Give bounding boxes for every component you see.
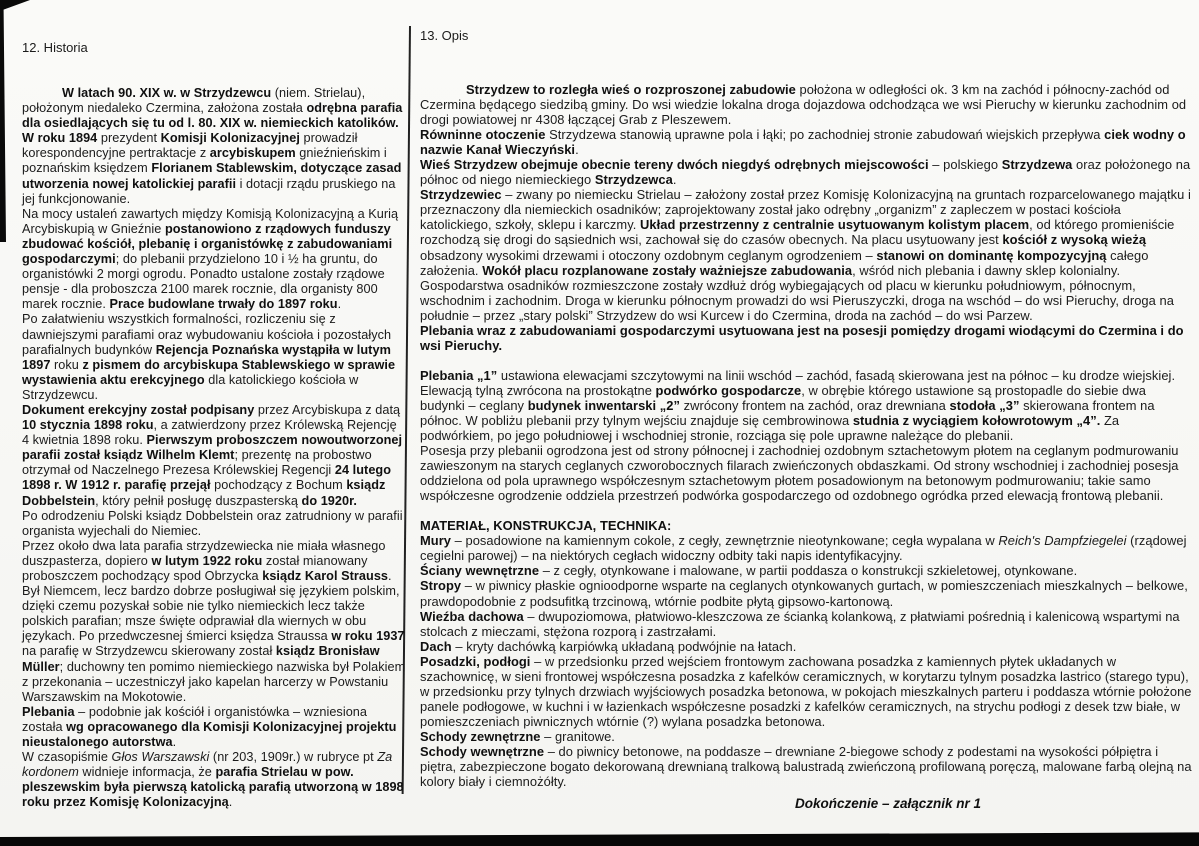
text-run: ksiądz Karol Strauss — [262, 569, 389, 583]
text-run: pochodzący z Bochum — [210, 478, 347, 493]
text-run: W czasopiśmie — [22, 750, 112, 765]
text-run: ciek wodny o nazwie Kanał Wieczyński — [420, 127, 1186, 158]
text-run: – w przedsionku przed wejściem frontowym zachowana posadzka z kamiennych płytek układanych w szachownicę, w sieni frontowej współczesna posadzka z kafelków ceramicznych, w korytarzu tylnym posadzka lastrico (starego typu), w przedsionku przy tylnych drzwiach wyjściowych posadzka betonowa, w pokojach mieszkalnych parteru i poddasza wtórnie położone panele podłogowe, w kuchni i w łazienkach współczesne posadzki z kafelków ceramicznych, na strychu podłogi z desek tzw białe, w pomieszczeniach piwnicznych wtórnie (?) wylana posadzka betonowa. — [420, 653, 1192, 729]
text-run: Za kordonem — [22, 750, 393, 780]
text-run: Dokument erekcyjny został podpisany — [22, 402, 255, 417]
text-run: w roku 1937 — [331, 629, 405, 644]
text-run: Układ przestrzenny z centralnie usytuowanym kolistym placem — [640, 217, 1030, 233]
text-run: Plebania wraz z zabudowaniami gospodarczymi usytuowana jest na posesji pomiędzy drogami wiodącymi do Czermina i do wsi Pieruchy. — [420, 322, 1184, 353]
text-run: . Był Niemcem, lecz bardzo dobrze posługiwał się językiem polskim, dzięki czemu pozyskał sobie nie tylko niemieckich lecz także polskich parafian; msze święte odprawiał dla wiernych w obu językach. Po przedwczesnej śmierci księdza Straussa — [22, 569, 400, 644]
text-run: Reich's Dampfziegelei — [998, 533, 1127, 549]
text-run: ustawiona elewacjami szczytowymi na linii wschód – zachód, fasadą skierowana jest na północ – ku drodze wiejskiej. Elewacją tylną zwrócona na prostokątne — [420, 367, 1176, 398]
text-run: całego założenia. — [420, 247, 1149, 278]
text-run: obsadzony wysokimi drzewami i otoczony ozdobnym ceglanym ogrodzeniem – — [420, 247, 877, 263]
text-run: Przez około dwa lata parafia strzydzewiecka nie miała własnego duszpasterza, dopiero — [22, 538, 386, 568]
opis-text — [420, 82, 1192, 789]
paragraph — [22, 539, 406, 705]
text-run: dla katolickiego kościoła w Strzydzewcu. — [22, 372, 359, 402]
text-run: , od którego promieniście rozchodzą się drogi do sąsiednich wsi, zachował się do czasów obecnych. Na placu usytuowany jest — [420, 217, 1175, 248]
text-run: Ściany wewnętrzne — [420, 563, 540, 579]
text-run: ksiądz Bronisław Müller — [22, 644, 380, 674]
paragraph — [420, 744, 1192, 789]
text-run: do 1920r. — [301, 493, 357, 508]
text-run: . — [672, 172, 677, 188]
text-run: – granitowe. — [540, 728, 615, 744]
text-run: . — [228, 795, 233, 810]
paragraph — [420, 368, 1192, 443]
text-run: na parafię w Strzydzewcu skierowany został — [22, 644, 276, 659]
text-run: został mianowany proboszczem pochodzący spod Obrzycka — [22, 553, 368, 583]
paragraph — [22, 509, 406, 539]
text-run: – do piwnicy betonowe, na poddasze – drewniane 2-biegowe schody z podestami na wysokości półpiętra i piętra, zabezpieczone bogato dekorowaną drewnianą tralkową balustradą zwieńczoną profilowaną poręczą, malowane farbą olejną na kolory biały i ciemnożółty. — [420, 743, 1192, 790]
text-run: parafia Strielau w pow. pleszewskim była pierwszą katolicką parafią utworzoną w 1898 roku przez Komisję Kolonizacyjną — [22, 765, 404, 810]
text-run: Posadzki, podłogi — [420, 653, 531, 669]
paragraph — [420, 518, 1192, 533]
closing-note: Dokończenie – załącznik nr 1 — [795, 796, 982, 812]
text-run: – kryty dachówką karpiówką układaną podwójnie na łatach. — [451, 638, 797, 654]
paragraph — [420, 187, 1192, 322]
text-run: – podobnie jak kościół i organistówka – wzniesiona została — [22, 704, 368, 734]
paragraph — [420, 609, 1192, 639]
text-run: i dotacji rządu pruskiego na jej funkcjonowanie. — [22, 176, 396, 206]
text-run: Na mocy ustaleń zawartych między Komisją Kolonizacyjną a Kurią Arcybiskupią w Gnieźnie — [22, 206, 399, 236]
text-run: widnieje informacja, że — [78, 765, 216, 780]
text-run: położona w odległości ok. 3 km na zachód i północny-zachód od Czermina będącego siedzibą gminy. Do wsi wiedzie lokalna droga dojazdowa odchodząca we wsi Pieruchy w kierunku zachodnim od drogi powiatowej nr 4308 łączącej Grab z Pleszewem. — [420, 82, 1187, 128]
text-run: – zwany po niemiecku Strielau – założony został przez Komisję Kolonizacyjną na gruntach rozparcelowanego majątku i przeznaczony dla niemieckich osadników; zaprojektowany został jako odrębny „organizm” z zapleczem w postaci kościoła katolickiego, szkoły, sklepu i karczmy. — [420, 187, 1191, 233]
text-run: Mury — [420, 533, 451, 549]
paragraph — [420, 82, 1192, 127]
text-run: Florianem Stablewskim, dotyczące zasad utworzenia nowej katolickiej parafii — [22, 161, 402, 191]
text-run: Strzydzewa stanowią uprawne pola i łąki; po zachodniej stronie zabudowań wiejskich przepływa — [545, 127, 1105, 143]
text-run: (rządowej cegielni parowej) – na niektórych cegłach widoczny odbity taki napis identyfikacyjny. — [420, 533, 1187, 564]
paragraph — [420, 323, 1192, 353]
text-run: roku — [50, 357, 83, 372]
text-run: Po załatwieniu wszystkich formalności, rozliczeniu się z dawniejszymi parafiami oraz wybudowaniu kościoła i pozostałych parafialnych budynków — [22, 312, 392, 357]
text-run: stodoła „3” — [949, 397, 1020, 413]
paragraph — [22, 86, 406, 207]
paragraph — [420, 654, 1192, 729]
text-run: odrębna parafia dla osiedlających się tu od l. 80. XIX w. niemieckich katolików. W roku 1894 — [22, 101, 403, 146]
text-run: ; do plebanii przydzielono 10 i ½ ha gruntu, do organistówki 2 morgi ogrodu. Ponadto ustalone zostały rządowe pensje - dla proboszcza 2100 marek rocznie, dla organisty 800 marek rocznie. — [22, 252, 385, 312]
text-run: Posesja przy plebanii ogrodzona jest od strony północnej i zachodniej ozdobnym sztachetowym płotem na ceglanym podmurowaniu zawieszonym na starych ceglanych czworobocznych filarach zwieńczonych obdaszkami. Od strony wschodniej i zachodniej posesja oddzielona od pola uprawnego współczesnym sztachetowym płotem posadowionym na betonowym podmurowaniu; takie samo współczesne ogrodzenie oddziela przestrzeń podwórka gospodarczego od ozdobnego ogródka przed elewacją frontową plebanii. — [420, 443, 1179, 504]
paragraph — [420, 563, 1192, 578]
text-run: MATERIAŁ, KONSTRUKCJA, TECHNIKA: — [420, 518, 672, 534]
text-run: Wieźba dachowa — [420, 608, 524, 624]
text-run: ; prezentę na probostwo otrzymał od Naczelnego Prezesa Królewskiej Regencji — [22, 448, 372, 478]
text-run: prowadził korespondencyjne pertraktacje z — [22, 131, 358, 161]
text-run: kościół z wysoką wieżą — [1002, 232, 1147, 248]
text-run: Schody wewnętrzne — [420, 743, 545, 759]
text-run: Plebania „1” — [420, 367, 498, 383]
text-run: Głos Warszawski — [111, 750, 210, 765]
text-run: Równinne otoczenie — [420, 127, 546, 143]
paragraph — [420, 533, 1192, 563]
paragraph — [420, 578, 1192, 608]
text-run: Stropy — [420, 578, 462, 594]
text-run: . — [172, 735, 177, 750]
paragraph — [22, 705, 406, 750]
text-run: , wśród nich plebania i dawny sklep kolonialny. Gospodarstwa osadników rozmieszczone zostały wzdłuż dróg wybiegających od placu w kierunku południowym, północnym, wschodnim i zachodnim. Droga w kierunku północnym prowadzi do wsi Pieruszyczki, droga na wschód – do wsi Pieruchy, droga na południe – przez „stary polski” Strzydzew do wsi Kurcew i do Czermina, droda na zachód – do wsi Parzew. — [420, 262, 1174, 323]
text-run: w lutym 1922 roku — [151, 553, 263, 568]
text-run: – dwupoziomowa, płatwiowo-kleszczowa ze ścianką kolankową, z płatwiami pośrednią i kalenicową wspartymi na stolcach z mieczami, stężona rozporą i zastrzałami. — [420, 608, 1180, 639]
text-run: wg opracowanego dla Komisji Kolonizacyjnej projektu nieustalonego autorstwa — [22, 719, 397, 750]
text-run: studnia z wyciągiem kołowrotowym „4”. — [852, 412, 1101, 428]
text-run: – z cegły, otynkowane i malowane, w partii poddasza o konstrukcji szkieletowej, otynkowane. — [539, 563, 1078, 579]
text-run: W latach 90. XIX w. w Strzydzewcu — [62, 86, 272, 100]
opis-column — [420, 28, 1192, 811]
text-run: 10 stycznia 1898 roku — [22, 418, 154, 433]
text-run: (nr 203, 1909r.) w rubryce pt — [209, 750, 378, 765]
text-run: Prace budowlane trwały do 1897 roku — [109, 297, 338, 312]
text-run: Rejencja Poznańska wystąpiła w lutym 1897 — [22, 342, 391, 372]
text-run: Schody zewnętrzne — [420, 728, 541, 744]
paragraph — [420, 127, 1192, 157]
text-run: Za podwórkiem, po jego południowej i wschodniej stronie, rozciąga się pole uprawne należące do plebanii. — [420, 412, 1120, 444]
paragraph — [420, 157, 1192, 187]
text-run: . — [575, 142, 579, 158]
text-run: Strzydzewiec — [420, 187, 502, 203]
text-run: , który pełnił posługę duszpasterską — [95, 493, 302, 508]
section-label-opis: 13. Opis — [420, 28, 469, 43]
paragraph — [420, 729, 1192, 744]
text-run: gnieźnieńskim i poznańskim księdzem — [22, 146, 387, 176]
text-run: arcybiskupem — [209, 146, 296, 161]
text-run: Po odrodzeniu Polski ksiądz Dobbelstein oraz zatrudniony w parafii organista wyjechali do Niemiec. — [22, 508, 403, 538]
text-run: zwrócony frontem na zachód, oraz drewniana — [680, 397, 950, 413]
text-run: ; duchowny ten pomimo niemieckiego nazwiska był Polakiem z przekonania – uczestniczył jako kapelan harcerzy w Powstaniu Warszawskim na Mokotowie. — [22, 659, 406, 704]
paragraph — [22, 207, 406, 313]
text-run: budynek inwentarski „2” — [527, 397, 680, 413]
text-run: Strzydzewca — [594, 172, 673, 188]
text-run: – posadowione na kamiennym cokole, z cegły, zewnętrznie nieotynkowane; cegła wypalana w — [451, 533, 999, 549]
text-run: oraz położonego na północ od niego niemieckiego — [420, 157, 1191, 188]
paragraph — [420, 639, 1192, 654]
text-run: Wokół placu rozplanowane zostały ważniejsze zabudowania — [482, 262, 853, 278]
text-run: Pierwszym proboszczem nowoutworzonej parafii został ksiądz Wilhelm Klemt — [22, 433, 403, 463]
paragraph — [22, 750, 406, 810]
text-run: postanowiono z rządowych funduszy zbudować kościół, plebanię i organistówkę z zabudowaniami gospodarczymi — [22, 221, 393, 267]
text-run: podwórko gospodarcze — [655, 382, 802, 398]
text-run: z pismem do arcybiskupa Stablewskiego w sprawie wystawienia aktu erekcyjnego — [22, 357, 396, 387]
text-run: Wieś Strzydzew obejmuje obecnie tereny dwóch niegdyś odrębnych miejscowości — [420, 157, 929, 173]
text-run: prezydent — [97, 131, 161, 146]
scan-artifact-bottom-edge — [0, 832, 1199, 846]
historia-text — [22, 86, 406, 811]
text-run: . — [337, 297, 342, 312]
text-run: Strzydzew to rozległa wieś o rozproszonej zabudowie — [466, 82, 796, 97]
paragraph — [420, 443, 1192, 503]
text-run: – polskiego — [928, 157, 1002, 173]
text-run: ksiądz Dobbelstein — [22, 478, 386, 508]
text-run: Komisji Kolonizacyjnej — [160, 131, 300, 146]
text-run: , a zatwierdzony przez Królewską Rejencję 4 kwietnia 1898 roku. — [22, 418, 397, 448]
text-run: Plebania — [22, 704, 75, 719]
text-run: Strzydzewa — [1001, 157, 1073, 173]
text-run: skierowana frontem na północ. W pobliżu plebanii przy tylnym wejściu znajduje się cembrowinowa — [420, 397, 1155, 428]
section-label-historia: 12. Historia — [22, 40, 88, 55]
text-run: , w obrębie którego ustawione są prostopadle do siebie dwa budynki – ceglany — [420, 382, 1146, 413]
paragraph — [22, 312, 406, 403]
text-run: 24 lutego 1898 r. W 1912 r. parafię przejął — [22, 463, 392, 493]
text-run: przez Arcybiskupa z datą — [254, 402, 401, 417]
historia-column — [22, 40, 406, 811]
text-run: stanowi on dominantę kompozycyjną — [876, 247, 1107, 263]
paragraph — [22, 403, 406, 509]
text-run: Dach — [420, 638, 452, 654]
text-run: (niem. Strielau), położonym niedaleko Czermina, założona została — [22, 86, 366, 116]
text-run: – w piwnicy płaskie ognioodporne wsparte na ceglanych otynkowanych gurtach, w pomieszczeniach mieszkalnych – belkowe, prawdopodobnie z podsufitką trzcinową, wtórnie podbite płytą gipsowo-kartonową. — [420, 578, 1188, 609]
